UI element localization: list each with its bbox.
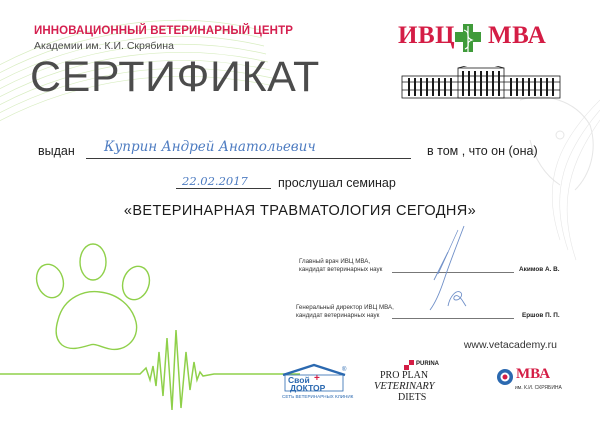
seminar-title: «ВЕТЕРИНАРНАЯ ТРАВМАТОЛОГИЯ СЕГОДНЯ» (123, 203, 477, 219)
ivc-mva-logo (392, 22, 570, 98)
mva-small-caption: им. К.И. СКРЯБИНА (515, 385, 562, 391)
seminar-date: 22.02.2017 (182, 174, 248, 188)
svoi-doktor-caption: СЕТЬ ВЕТЕРИНАРНЫХ КЛИНИК (282, 394, 354, 399)
caduceus-cross-icon (454, 22, 482, 54)
svoi-doktor-line2: ДОКТОР (290, 383, 326, 393)
website-link[interactable]: www.vetacademy.ru (463, 339, 557, 351)
signature-2-role-line2: кандидат ветеринарных наук (296, 312, 380, 320)
mva-small-text: МВА (516, 366, 551, 382)
proplan-line3: DIETS (398, 392, 427, 403)
registered-mark: ® (342, 367, 347, 373)
logo-right-text: МВА (488, 22, 547, 49)
certificate-title: СЕРТИФИКАТ (30, 53, 320, 101)
mva-emblem-icon (496, 368, 514, 386)
attended-label: прослушал семинар (278, 176, 396, 190)
signature-2-role (296, 304, 394, 320)
logo-left-text: ИВЦ (398, 22, 456, 49)
signature-1-role-line1: Главный врач ИВЦ МВА, (299, 258, 371, 265)
mva-small-logo (496, 366, 562, 398)
signature-1-role (299, 258, 382, 274)
signature-2-name: Ершов П. П. (522, 312, 560, 319)
svoi-doktor-line1: Свой (288, 375, 310, 385)
signature-2-role-line1: Генеральный директор ИВЦ МВА, (296, 304, 394, 311)
signature-2-handwriting (444, 288, 470, 310)
issued-label: выдан (38, 144, 75, 158)
date-underline (176, 188, 271, 189)
paw-print-icon (32, 244, 153, 349)
heartbeat-line (0, 330, 300, 410)
recipient-name: Куприн Андрей Анатольевич (104, 139, 316, 155)
svoi-doktor-logo (279, 363, 354, 403)
signature-1-role-line2: кандидат ветеринарных наук (299, 266, 383, 274)
signature-2-line (392, 318, 514, 319)
org-name: ИННОВАЦИОННЫЙ ВЕТЕРИНАРНЫЙ ЦЕНТР (34, 25, 293, 37)
recipient-underline (86, 158, 411, 159)
proplan-line2: VETERINARY (374, 381, 435, 392)
signature-1-name: Акимов А. В. (519, 266, 560, 273)
issued-suffix: в том , что он (она) (427, 144, 538, 158)
academy-name: Академии им. К.И. Скрябина (34, 40, 174, 52)
academy-building-icon (400, 66, 562, 100)
right-swirl-lines (552, 100, 600, 260)
purina-proplan-logo (374, 360, 460, 406)
purina-brand: PURINA (416, 361, 440, 367)
plus-icon: + (314, 373, 320, 384)
purina-checkerboard-icon (404, 360, 414, 370)
proplan-line1: PRO PLAN (380, 370, 429, 381)
